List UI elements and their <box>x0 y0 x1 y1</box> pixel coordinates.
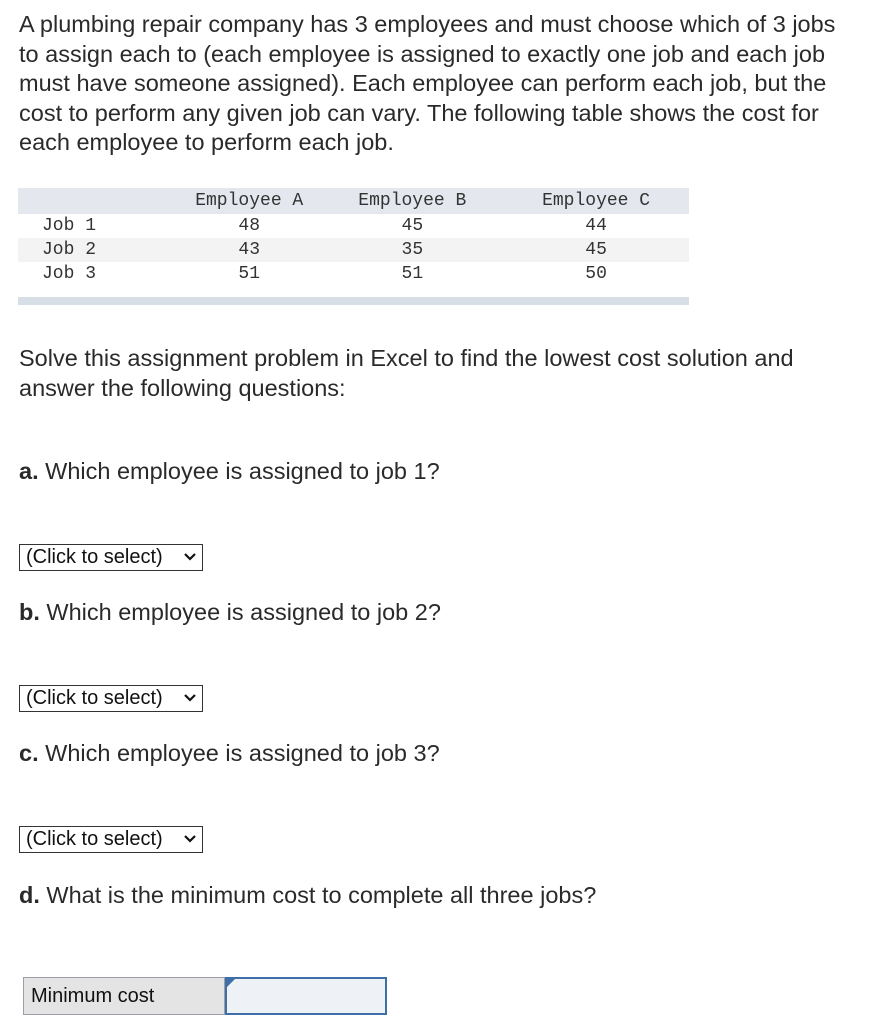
table-header-row <box>18 188 689 214</box>
header-employee-a: Employee A <box>177 188 322 214</box>
header-employee-b: Employee B <box>321 188 503 214</box>
row-label: Job 2 <box>18 238 177 262</box>
question-text: What is the minimum cost to complete all three jobs? <box>39 882 597 908</box>
cell-value: 45 <box>503 238 689 262</box>
question-text: Which employee is assigned to job 2? <box>39 599 441 625</box>
minimum-cost-input[interactable] <box>225 977 387 1015</box>
header-employee-c: Employee C <box>503 188 689 214</box>
question-letter: c. <box>19 740 39 766</box>
cell-value: 50 <box>585 264 607 284</box>
cost-table <box>18 188 689 286</box>
table-row <box>18 238 689 262</box>
cell-value: 35 <box>321 238 503 262</box>
question-text: Which employee is assigned to job 1? <box>38 458 440 484</box>
instruction-text: Solve this assignment problem in Excel to find the lowest cost solution and answer the following questions: <box>19 345 794 401</box>
cell-value: 45 <box>401 216 424 236</box>
question-text: Which employee is assigned to job 3? <box>38 740 440 766</box>
table-bottom-divider <box>18 297 689 305</box>
question-b <box>19 598 441 627</box>
minimum-cost-row <box>23 977 387 1015</box>
table-row <box>18 214 689 238</box>
question-letter: b. <box>19 599 40 625</box>
question-d <box>19 881 596 910</box>
cell-value: 48 <box>238 216 261 236</box>
minimum-cost-label: Minimum cost <box>23 977 225 1015</box>
header-corner <box>18 188 177 214</box>
question-a <box>19 457 440 486</box>
input-marker-icon <box>227 979 235 987</box>
job1-employee-select[interactable] <box>19 544 203 571</box>
cell-value: 51 <box>401 264 424 284</box>
chevron-down-icon <box>184 688 196 702</box>
question-c <box>19 739 440 768</box>
question-letter: d. <box>19 882 40 908</box>
select-value: (Click to select) <box>26 687 163 709</box>
row-label: Job 1 <box>42 216 97 236</box>
select-value: (Click to select) <box>26 828 163 850</box>
cell-value: 43 <box>177 238 322 262</box>
cost-table-container <box>18 188 689 306</box>
job2-employee-select[interactable] <box>19 685 203 712</box>
job3-employee-select[interactable] <box>19 826 203 853</box>
select-value: (Click to select) <box>26 546 163 568</box>
problem-intro: A plumbing repair company has 3 employees and must choose which of 3 jobs to assign each to (each employee is assigned to exactly one job and each job must have someone assigned). Each employee can perform each job, but the cost to perform any given job can vary. The following table shows the cost for each employee to perform each job. <box>19 11 836 155</box>
row-label: Job 3 <box>42 264 97 284</box>
cell-value: 51 <box>238 264 261 284</box>
cell-value: 44 <box>585 216 607 236</box>
question-letter: a. <box>19 458 39 484</box>
chevron-down-icon <box>184 829 196 843</box>
chevron-down-icon <box>184 547 196 561</box>
table-row <box>18 262 689 286</box>
